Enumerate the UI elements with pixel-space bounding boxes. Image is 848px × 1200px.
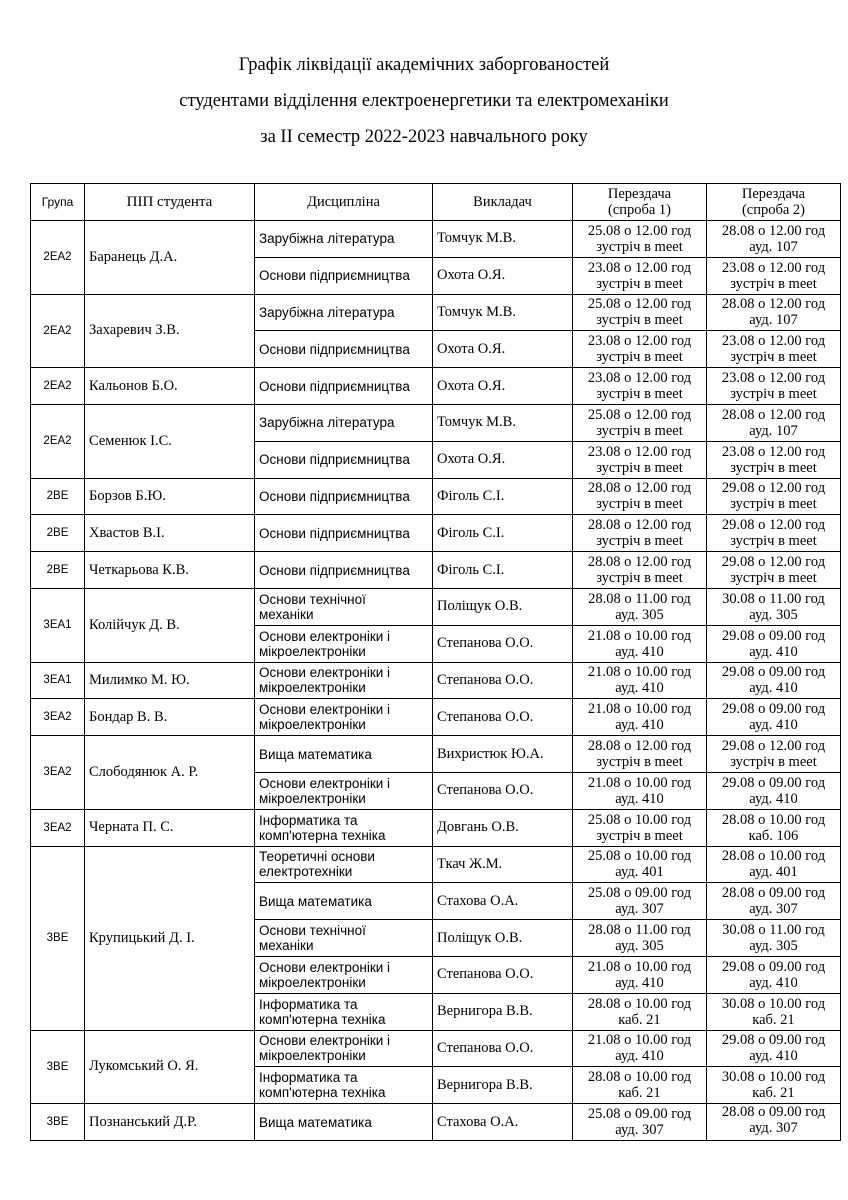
retake-line: 29.08 о 09.00 год [721,1032,826,1049]
discipline-line: Основи електроніки і [259,1033,391,1049]
discipline-line: Основи підприємництва [259,268,410,284]
retake-line: ауд. 307 [615,1122,664,1139]
student-name-cell: Колійчук Д. В. [85,588,255,662]
teacher-cell: Довгань О.В. [433,809,573,846]
retake-line: ауд. 410 [749,643,798,660]
retake-line: 25.08 о 12.00 год [587,222,692,239]
retake-line: 29.08 о 09.00 год [721,958,826,975]
discipline-cell [255,883,433,920]
retake-line: ауд. 410 [749,1048,798,1065]
group-cell: 2ЕА2 [31,294,85,368]
group-cell: 2ЕА2 [31,404,85,478]
discipline-cell [255,331,433,368]
teacher-cell: Степанова О.О. [433,699,573,736]
retake-2-cell [707,993,841,1030]
retake-line: ауд. 410 [615,790,664,807]
retake-1-cell [573,883,707,920]
table-row [31,662,841,699]
retake-1-cell [573,662,707,699]
retake-line: 28.08 о 11.00 год [588,590,691,607]
retake-line: каб. 21 [752,1011,795,1028]
retake-line: 29.08 о 12.00 год [721,554,826,571]
discipline-line: механіки [259,606,314,622]
retake-line: 23.08 о 12.00 год [587,333,692,350]
discipline-cell [255,699,433,736]
discipline-cell [255,441,433,478]
retake-1-cell [573,1104,707,1141]
discipline-line: мікроелектроніки [259,790,366,806]
retake-1-cell [573,515,707,552]
discipline-line: мікроелектроніки [259,974,366,990]
retake-line: 23.08 о 12.00 год [721,443,826,460]
retake-line: зустріч в meet [596,275,683,292]
retake-line: ауд. 305 [615,606,664,623]
student-name-cell: Черната П. С. [85,809,255,846]
retake-2-cell [707,883,841,920]
retake-line: ауд. 410 [615,680,664,697]
header-retake-1 [573,184,707,221]
discipline-line: Зарубіжна література [259,304,395,320]
retake-line: 29.08 о 12.00 год [721,480,826,497]
group-cell: 3ВЕ [31,846,85,1030]
retake-line: 29.08 о 12.00 год [721,517,826,534]
retake-2-cell [707,1104,841,1141]
retake-line: ауд. 307 [749,1120,798,1137]
discipline-cell [255,1030,433,1067]
teacher-cell: Фіголь С.І. [433,552,573,589]
retake-line: 28.08 о 12.00 год [587,738,692,755]
discipline-cell [255,221,433,258]
discipline-line: комп'ютерна техніка [259,827,386,843]
teacher-cell: Томчук М.В. [433,221,573,258]
discipline-line: Основи електроніки і [259,628,391,644]
table-row [31,368,841,405]
retake-line: ауд. 410 [615,717,664,734]
retake-line: зустріч в meet [596,496,683,513]
retake-2-cell [707,478,841,515]
student-name-cell: Четкарьова К.В. [85,552,255,589]
discipline-line: механіки [259,938,314,954]
teacher-cell: Томчук М.В. [433,404,573,441]
retake-line: 21.08 о 10.00 год [587,627,692,644]
retake-line: ауд. 107 [749,422,798,439]
discipline-cell [255,294,433,331]
retake-line: ауд. 107 [749,238,798,255]
table-row [31,736,841,773]
discipline-cell [255,956,433,993]
group-cell: 3ВЕ [31,1104,85,1141]
student-name-cell: Кальонов Б.О. [85,368,255,405]
discipline-cell [255,809,433,846]
retake-line: зустріч в meet [596,349,683,366]
retake-line: 23.08 о 12.00 год [587,259,692,276]
student-name-cell: Познанський Д.Р. [85,1104,255,1141]
header-teacher: Викладач [433,184,573,221]
discipline-line: Вища математика [259,1114,372,1130]
discipline-line: Основи підприємництва [259,378,410,394]
student-name-cell: Слободянюк А. Р. [85,736,255,810]
discipline-line: мікроелектроніки [259,680,366,696]
teacher-cell: Степанова О.О. [433,662,573,699]
teacher-cell: Охота О.Я. [433,331,573,368]
retake-line: ауд. 307 [615,901,664,918]
discipline-line: Основи електроніки і [259,959,391,975]
discipline-line: Зарубіжна література [259,231,395,247]
retake-1-cell [573,920,707,957]
retake-line: зустріч в meet [730,496,817,513]
retake-line: 23.08 о 12.00 год [587,443,692,460]
retake-line: 25.08 о 12.00 год [587,406,692,423]
retake-1-cell [573,257,707,294]
group-cell: 3ЕА2 [31,699,85,736]
retake-line: 30.08 о 11.00 год [722,590,825,607]
retake-1-cell [573,1030,707,1067]
document-title-line-3: за ІІ семестр 2022-2023 навчального року [260,127,588,147]
retake-line: 25.08 о 12.00 год [587,296,692,313]
discipline-line: мікроелектроніки [259,1048,366,1064]
retake-line: 28.08 о 10.00 год [721,811,826,828]
discipline-cell [255,1104,433,1141]
group-cell: 2ВЕ [31,515,85,552]
retake-2-cell [707,809,841,846]
discipline-cell [255,772,433,809]
retake-line: 30.08 о 10.00 год [721,995,826,1012]
retake-1-cell [573,993,707,1030]
retake-1-cell [573,1067,707,1104]
table-row [31,552,841,589]
discipline-line: комп'ютерна техніка [259,1011,386,1027]
retake-1-cell [573,331,707,368]
retake-line: ауд. 305 [749,938,798,955]
table-row [31,1030,841,1067]
discipline-cell [255,993,433,1030]
table-row [31,1104,841,1141]
retake-1-cell [573,809,707,846]
retake-line: зустріч в meet [730,459,817,476]
student-name-cell: Милимко М. Ю. [85,662,255,699]
teacher-cell: Ткач Ж.М. [433,846,573,883]
retake-line: 28.08 о 12.00 год [721,406,826,423]
retake-2-cell [707,1067,841,1104]
retake-line: 28.08 о 10.00 год [587,1069,692,1086]
retake-line: зустріч в meet [730,570,817,587]
retake-2-cell [707,662,841,699]
retake-2-cell [707,441,841,478]
teacher-cell: Вихристюк Ю.А. [433,736,573,773]
group-cell: 2ВЕ [31,478,85,515]
table-header-row [31,184,841,221]
retake-line: ауд. 410 [615,974,664,991]
student-name-cell: Хвастов В.І. [85,515,255,552]
table-row [31,294,841,331]
discipline-line: Основи підприємництва [259,562,410,578]
retake-line: 28.08 о 12.00 год [721,222,826,239]
table-row [31,846,841,883]
retake-line: зустріч в meet [596,827,683,844]
discipline-line: Основи технічної [259,923,366,939]
retake-line: зустріч в meet [596,238,683,255]
retake-1-cell [573,552,707,589]
teacher-cell: Поліщук О.В. [433,920,573,957]
student-name-cell: Баранець Д.А. [85,221,255,295]
retake-2-cell [707,736,841,773]
discipline-cell [255,552,433,589]
group-cell: 2ЕА2 [31,221,85,295]
table-row [31,809,841,846]
retake-line: 25.08 о 10.00 год [587,848,692,865]
retake-line: ауд. 410 [749,974,798,991]
retake-line: 30.08 о 10.00 год [721,1069,826,1086]
retake-2-cell [707,221,841,258]
retake-line: каб. 21 [618,1011,661,1028]
retake-line: 28.08 о 10.00 год [721,848,826,865]
retake-2-cell [707,772,841,809]
teacher-cell: Охота О.Я. [433,368,573,405]
document-title-line-2: студентами відділення електроенергетики та електромеханіки [179,91,669,111]
retake-2-cell [707,331,841,368]
document-title-line-1: Графік ліквідації академічних заборгованостей [238,55,610,75]
teacher-cell: Степанова О.О. [433,625,573,662]
discipline-line: Інформатика та [259,812,358,828]
retake-line: 29.08 о 09.00 год [721,664,826,681]
discipline-cell [255,368,433,405]
retake-line: 28.08 о 11.00 год [588,922,691,939]
teacher-cell: Поліщук О.В. [433,588,573,625]
retake-1-cell [573,478,707,515]
teacher-cell: Фіголь С.І. [433,478,573,515]
student-name-cell: Семенюк І.С. [85,404,255,478]
retake-line: 28.08 о 09.00 год [721,1104,826,1121]
retake-line: 28.08 о 09.00 год [721,885,826,902]
retake-line: каб. 21 [752,1085,795,1102]
retake-1-cell [573,294,707,331]
discipline-cell [255,846,433,883]
retake-line: 21.08 о 10.00 год [587,774,692,791]
teacher-cell: Степанова О.О. [433,1030,573,1067]
discipline-cell [255,920,433,957]
retake-line: 30.08 о 11.00 год [722,922,825,939]
retake-line: 23.08 о 12.00 год [721,259,826,276]
teacher-cell: Фіголь С.І. [433,515,573,552]
retake-1-cell [573,404,707,441]
retake-1-cell [573,846,707,883]
retake-line: 25.08 о 10.00 год [587,811,692,828]
teacher-cell: Стахова О.А. [433,1104,573,1141]
discipline-cell [255,625,433,662]
retake-line: зустріч в meet [730,386,817,403]
retake-line: 21.08 о 10.00 год [587,958,692,975]
discipline-line: Основи підприємництва [259,452,410,468]
retake-line: зустріч в meet [596,533,683,550]
retake-line: зустріч в meet [596,422,683,439]
teacher-cell: Вернигора В.В. [433,993,573,1030]
retake-2-cell [707,1030,841,1067]
student-name-cell: Борзов Б.Ю. [85,478,255,515]
retake-line: 28.08 о 10.00 год [587,995,692,1012]
retake-line: ауд. 307 [749,901,798,918]
discipline-line: Вища математика [259,893,372,909]
table-row [31,699,841,736]
discipline-line: Основи підприємництва [259,525,410,541]
table-row [31,515,841,552]
student-name-cell: Крупицький Д. І. [85,846,255,1030]
retake-line: 23.08 о 12.00 год [587,370,692,387]
discipline-line: мікроелектроніки [259,717,366,733]
retake-line: зустріч в meet [596,570,683,587]
retake-2-cell [707,404,841,441]
retake-line: ауд. 305 [749,606,798,623]
retake-1-cell [573,221,707,258]
discipline-line: Основи електроніки і [259,775,391,791]
retake-1-cell [573,699,707,736]
teacher-cell: Вернигора В.В. [433,1067,573,1104]
discipline-line: Основи електроніки і [259,665,391,681]
retake-line: 28.08 о 12.00 год [587,554,692,571]
retake-line: ауд. 107 [749,312,798,329]
retake-line: ауд. 410 [749,790,798,807]
retake-line: 28.08 о 12.00 год [721,296,826,313]
discipline-cell [255,478,433,515]
retake-2-cell [707,920,841,957]
retake-line: 29.08 о 09.00 год [721,774,826,791]
student-name-cell: Бондар В. В. [85,699,255,736]
retake-line: 25.08 о 09.00 год [587,885,692,902]
group-cell: 2ВЕ [31,552,85,589]
discipline-line: Інформатика та [259,996,358,1012]
student-name-cell: Захаревич З.В. [85,294,255,368]
retake-line: зустріч в meet [596,754,683,771]
teacher-cell: Степанова О.О. [433,772,573,809]
header-retake-1-label: Перездача [607,186,672,202]
discipline-cell [255,662,433,699]
retake-line: 21.08 о 10.00 год [587,701,692,718]
table-row [31,478,841,515]
retake-line: зустріч в meet [596,312,683,329]
discipline-line: Основи електроніки і [259,702,391,718]
retake-2-cell [707,515,841,552]
retake-1-cell [573,772,707,809]
retake-line: зустріч в meet [596,386,683,403]
discipline-cell [255,404,433,441]
retake-1-cell [573,368,707,405]
header-retake-1-attempt: (спроба 1) [607,202,672,218]
header-discipline: Дисципліна [255,184,433,221]
discipline-cell [255,515,433,552]
retake-line: 23.08 о 12.00 год [721,333,826,350]
retake-line: зустріч в meet [730,275,817,292]
discipline-cell [255,736,433,773]
retake-line: ауд. 410 [749,680,798,697]
retake-1-cell [573,588,707,625]
discipline-cell [255,588,433,625]
retake-line: 28.08 о 12.00 год [587,517,692,534]
table-row [31,221,841,258]
debt-schedule-table [30,183,841,1141]
retake-line: ауд. 410 [749,717,798,734]
retake-1-cell [573,441,707,478]
teacher-cell: Степанова О.О. [433,956,573,993]
retake-line: зустріч в meet [596,459,683,476]
group-cell: 2ЕА2 [31,368,85,405]
retake-line: ауд. 401 [615,864,664,881]
discipline-line: електротехніки [259,864,353,880]
retake-2-cell [707,368,841,405]
retake-line: зустріч в meet [730,349,817,366]
teacher-cell: Стахова О.А. [433,883,573,920]
group-cell: 3ВЕ [31,1030,85,1104]
retake-2-cell [707,956,841,993]
retake-2-cell [707,552,841,589]
retake-line: ауд. 410 [615,1048,664,1065]
retake-line: 25.08 о 09.00 год [587,1106,692,1123]
discipline-line: комп'ютерна техніка [259,1085,386,1101]
retake-line: зустріч в meet [730,533,817,550]
retake-1-cell [573,625,707,662]
retake-line: ауд. 401 [749,864,798,881]
retake-2-cell [707,846,841,883]
table-row [31,404,841,441]
teacher-cell: Охота О.Я. [433,441,573,478]
retake-2-cell [707,699,841,736]
discipline-cell [255,257,433,294]
retake-line: 21.08 о 10.00 год [587,1032,692,1049]
group-cell: 3ЕА1 [31,662,85,699]
discipline-line: мікроелектроніки [259,643,366,659]
retake-2-cell [707,625,841,662]
retake-line: 21.08 о 10.00 год [587,664,692,681]
header-student: ПІП студента [85,184,255,221]
retake-line: 29.08 о 09.00 год [721,627,826,644]
retake-line: 23.08 о 12.00 год [721,370,826,387]
discipline-line: Зарубіжна література [259,415,395,431]
discipline-line: Вища математика [259,746,372,762]
teacher-cell: Охота О.Я. [433,257,573,294]
header-retake-2-attempt: (спроба 2) [741,202,806,218]
group-cell: 3ЕА1 [31,588,85,662]
header-retake-2-label: Перездача [741,186,806,202]
retake-2-cell [707,588,841,625]
retake-line: 28.08 о 12.00 год [587,480,692,497]
retake-line: каб. 106 [748,827,799,844]
discipline-line: Інформатика та [259,1070,358,1086]
retake-1-cell [573,736,707,773]
discipline-line: Основи технічної [259,591,366,607]
retake-1-cell [573,956,707,993]
retake-line: ауд. 410 [615,643,664,660]
group-cell: 3ЕА2 [31,736,85,810]
student-name-cell: Лукомський О. Я. [85,1030,255,1104]
retake-line: 29.08 о 12.00 год [721,738,826,755]
discipline-line: Теоретичні основи [259,849,375,865]
retake-line: 29.08 о 09.00 год [721,701,826,718]
group-cell: 3ЕА2 [31,809,85,846]
retake-2-cell [707,257,841,294]
table-row [31,588,841,625]
discipline-line: Основи підприємництва [259,341,410,357]
discipline-cell [255,1067,433,1104]
header-retake-2 [707,184,841,221]
retake-line: зустріч в meet [730,754,817,771]
retake-line: ауд. 305 [615,938,664,955]
retake-line: каб. 21 [618,1085,661,1102]
teacher-cell: Томчук М.В. [433,294,573,331]
header-group: Група [31,184,85,221]
retake-2-cell [707,294,841,331]
discipline-line: Основи підприємництва [259,488,410,504]
